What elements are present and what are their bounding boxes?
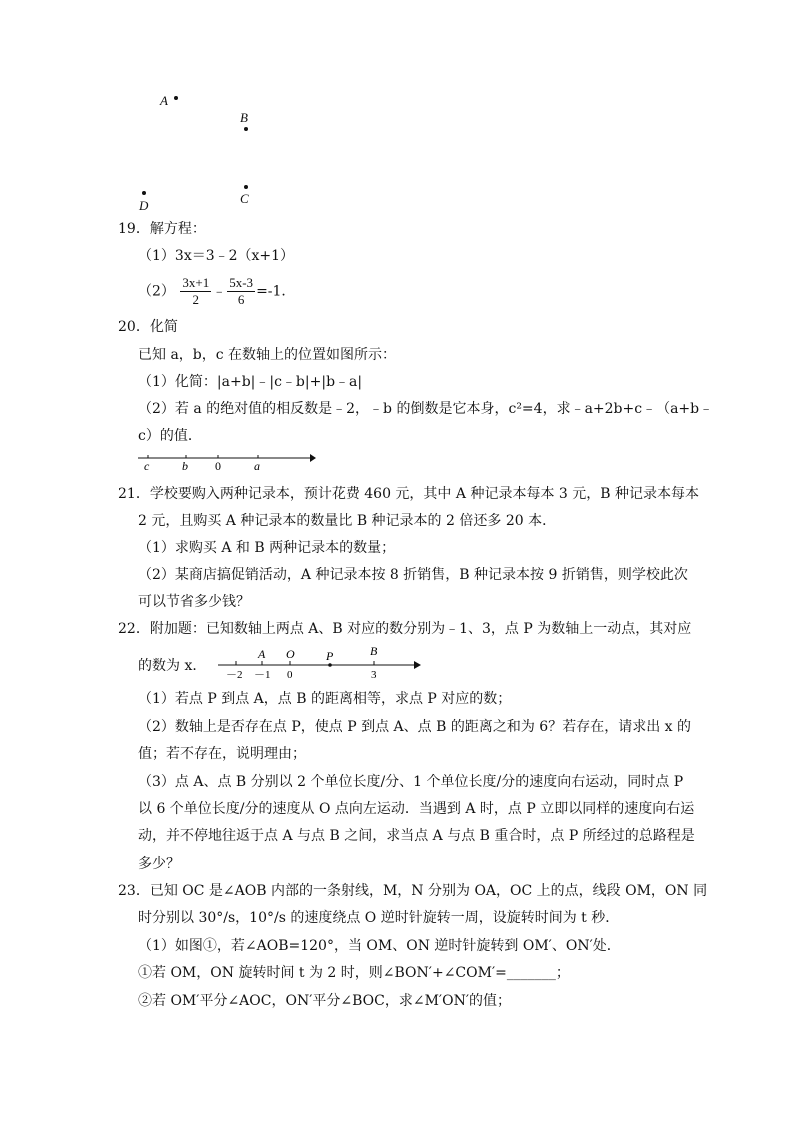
q20-number-line xyxy=(136,449,320,473)
fraction-2-numerator: 5x-3 xyxy=(229,275,254,290)
q19-part2-suffix: =-1． xyxy=(256,283,296,300)
q21-part2-line1: （2）某商店搞促销活动，A 种记录本按 8 折销售，B 种记录本按 9 折销售，则学校此次 xyxy=(138,567,688,583)
q22-part3-line1: （3）点 A、点 B 分别以 2 个单位长度/分、1 个单位长度/分的速度向右运动，同时点 P xyxy=(138,774,684,790)
q22-part1: （1）若点 P 到点 A，点 B 的距离相等，求点 P 对应的数； xyxy=(138,691,512,707)
q20-axis-c: c xyxy=(144,459,150,473)
q23-line1: 23．已知 OC 是∠AOB 内部的一条射线，M，N 分别为 OA，OC 上的点，线段 OM，ON 同 xyxy=(118,883,708,899)
q22-part2-line2: 值；若不存在，说明理由； xyxy=(138,746,306,762)
point-a xyxy=(174,96,178,100)
fraction-1 xyxy=(180,275,211,308)
q22-label-o: O xyxy=(286,647,295,661)
q22-tick-neg1: －1 xyxy=(254,669,271,681)
q22-line2-text: 的数为 x． xyxy=(138,658,207,674)
q22-tick-3: 3 xyxy=(371,669,377,681)
fraction-1-numerator: 3x+1 xyxy=(182,275,210,290)
q21-line2: 2 元，且购买 A 种记录本的数量比 B 种记录本的 2 倍还多 20 本． xyxy=(138,513,557,529)
q19-title: 19．解方程： xyxy=(118,221,206,237)
q20-axis-a: a xyxy=(254,459,260,473)
q22-label-p: P xyxy=(326,649,334,663)
q22-part2-line1: （2）数轴上是否存在点 P，使点 P 到点 A、点 B 的距离之和为 6？若存在，请求出 x 的 xyxy=(138,719,691,735)
fraction-2-denominator: 6 xyxy=(237,292,245,307)
q22-label-b: B xyxy=(370,644,378,658)
q19-part1: （1）3x＝3﹣2（x+1） xyxy=(138,248,295,264)
q23-line2: 时分别以 30°/s，10°/s 的速度绕点 O 逆时针旋转一周，设旋转时间为 t 秒． xyxy=(138,910,620,926)
q20-part2-line1: （2）若 a 的绝对值的相反数是﹣2，﹣b 的倒数是它本身，c²=4，求﹣a+2b+c﹣（a+b﹣ xyxy=(138,401,714,417)
fraction-2 xyxy=(227,275,255,308)
q19-part2-prefix: （2） xyxy=(138,283,175,300)
q22-part3-line4: 多少？ xyxy=(138,856,180,872)
q22-part3-line2: 以 6 个单位长度/分的速度从 O 点向左运动．当遇到 A 时，点 P 立即以同样的速度向右运 xyxy=(138,801,695,817)
q21-line1: 21．学校要购入两种记录本，预计花费 460 元，其中 A 种记录本每本 3 元，B 种记录本每本 xyxy=(118,486,699,502)
q20-intro: 已知 a，b，c 在数轴上的位置如图所示： xyxy=(138,347,397,363)
point-b-label: B xyxy=(240,110,248,125)
q22-label-a: A xyxy=(258,647,266,661)
point-c xyxy=(244,185,248,189)
fraction-1-denominator: 2 xyxy=(192,292,200,307)
point-d-label: D xyxy=(139,198,149,213)
q21-part1: （1）求购买 A 和 B 两种记录本的数量； xyxy=(138,540,396,556)
q22-tick-0: 0 xyxy=(287,669,293,681)
q20-part1: （1）化简：|a+b|﹣|c﹣b|+|b﹣a| xyxy=(138,374,363,390)
q23-part1b: ②若 OM′平分∠AOC，ON′平分∠BOC，求∠M′ON′的值； xyxy=(138,993,511,1009)
q23-part1: （1）如图①，若∠AOB=120°，当 OM、ON 逆时针旋转到 OM′、ON′处． xyxy=(138,938,621,954)
point-c-label: C xyxy=(240,191,249,206)
q22-tick-neg2: －2 xyxy=(226,669,243,681)
point-a-label: A xyxy=(160,93,168,108)
q23-part1a: ①若 OM，ON 旋转时间 t 为 2 时，则∠BON′+∠COM′=_______； xyxy=(138,965,570,981)
point-d xyxy=(142,191,146,195)
q22-number-line xyxy=(216,643,426,683)
q22-part3-line3: 动，并不停地往返于点 A 与点 B 之间，求当点 A 与点 B 重合时，点 P 所经过的总路程是 xyxy=(138,828,695,844)
q20-axis-b: b xyxy=(182,459,188,473)
minus-sign: ﹣ xyxy=(212,283,227,300)
point-b xyxy=(244,127,248,131)
q20-axis-zero: 0 xyxy=(215,459,221,473)
q19-part2 xyxy=(138,275,295,308)
q20-title: 20．化简 xyxy=(118,319,178,335)
q22-line1: 22．附加题：已知数轴上两点 A、B 对应的数分别为﹣1、3，点 P 为数轴上一动点，其对应 xyxy=(118,621,692,637)
q20-part2-line2: c）的值． xyxy=(138,428,202,444)
q21-part2-line2: 可以节省多少钱？ xyxy=(138,594,250,610)
